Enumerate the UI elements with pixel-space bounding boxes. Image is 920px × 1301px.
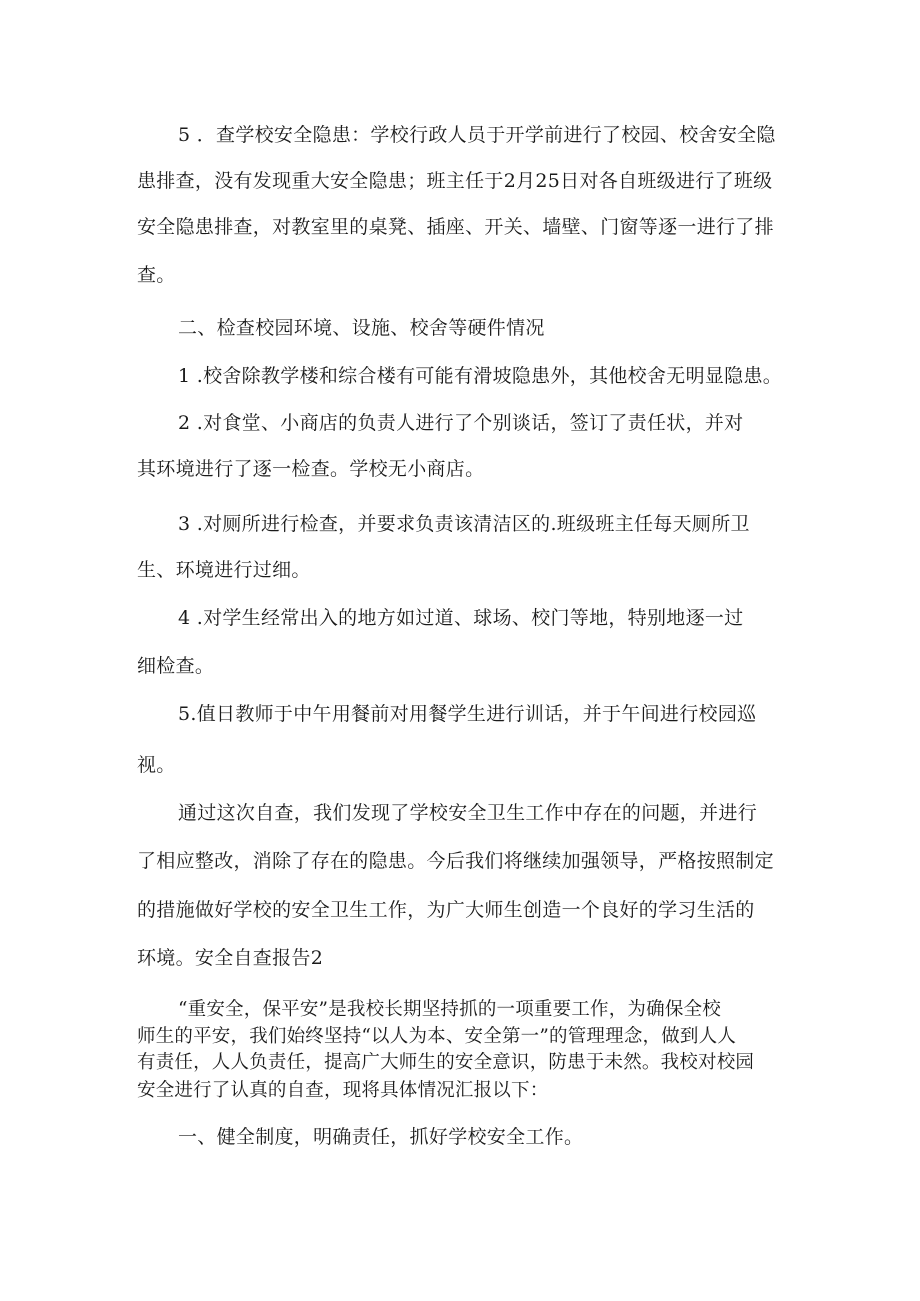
text-line: 视。 — [137, 754, 176, 776]
text-line: 5.值日教师于中午用餐前对用餐学生进行训话，并于午间进行校园巡 — [178, 703, 757, 725]
text-line: 2 .对食堂、小商店的负责人进行了个别谈话，签订了责任状，并对 — [178, 412, 744, 434]
section-heading: 二、检查校园环境、设施、校舍等硬件情况 — [178, 317, 545, 339]
section-heading: 一、健全制度，明确责任，抓好学校安全工作。 — [178, 1126, 584, 1148]
text-line: 患排查，没有发现重大安全隐患；班主任于2月25日对各自班级进行了班级 — [137, 170, 773, 192]
text-line: 师生的平安，我们始终坚持“以人为本、安全第一”的管理理念，做到人人 — [137, 1026, 737, 1047]
text-line: 通过这次自查，我们发现了学校安全卫生工作中存在的问题，并进行 — [178, 802, 758, 824]
text-line: 其环境进行了逐一检查。学校无小商店。 — [137, 458, 485, 480]
text-line: 有责任，人人负责任，提高广大师生的安全意识，防患于未然。我校对校园 — [137, 1052, 755, 1073]
text-line: 3 .对厕所进行检查，并要求负责该清洁区的.班级班主任每天厕所卫 — [178, 513, 750, 535]
text-line: 安全进行了认真的自查，现将具体情况汇报以下： — [137, 1080, 549, 1101]
text-line: 的措施做好学校的安全卫生工作，为广大师生创造一个良好的学习生活的 — [137, 899, 755, 921]
text-line: 生、环境进行过细。 — [137, 559, 311, 581]
text-line: 4 .对学生经常出入的地方如过道、球场、校门等地，特别地逐一过 — [178, 607, 744, 629]
text-line: 安全隐患排查，对教室里的桌凳、插座、开关、墙壁、门窗等逐一进行了排 — [137, 216, 774, 238]
text-line: “重安全，保平安”是我校长期坚持抓的一项重要工作，为确保全校 — [178, 999, 721, 1020]
text-line: 1 .校舍除教学楼和综合楼有可能有滑坡隐患外，其他校舍无明显隐患。 — [178, 365, 783, 387]
text-line: 查。 — [137, 264, 176, 286]
text-line: 环境。安全自查报告2 — [137, 947, 324, 969]
text-line: 细检查。 — [137, 655, 215, 677]
text-line: 了相应整改，消除了存在的隐患。今后我们将继续加强领导，严格按照制定 — [137, 850, 774, 872]
text-line: 5 ．查学校安全隐患：学校行政人员于开学前进行了校园、校舍安全隐 — [178, 124, 776, 146]
